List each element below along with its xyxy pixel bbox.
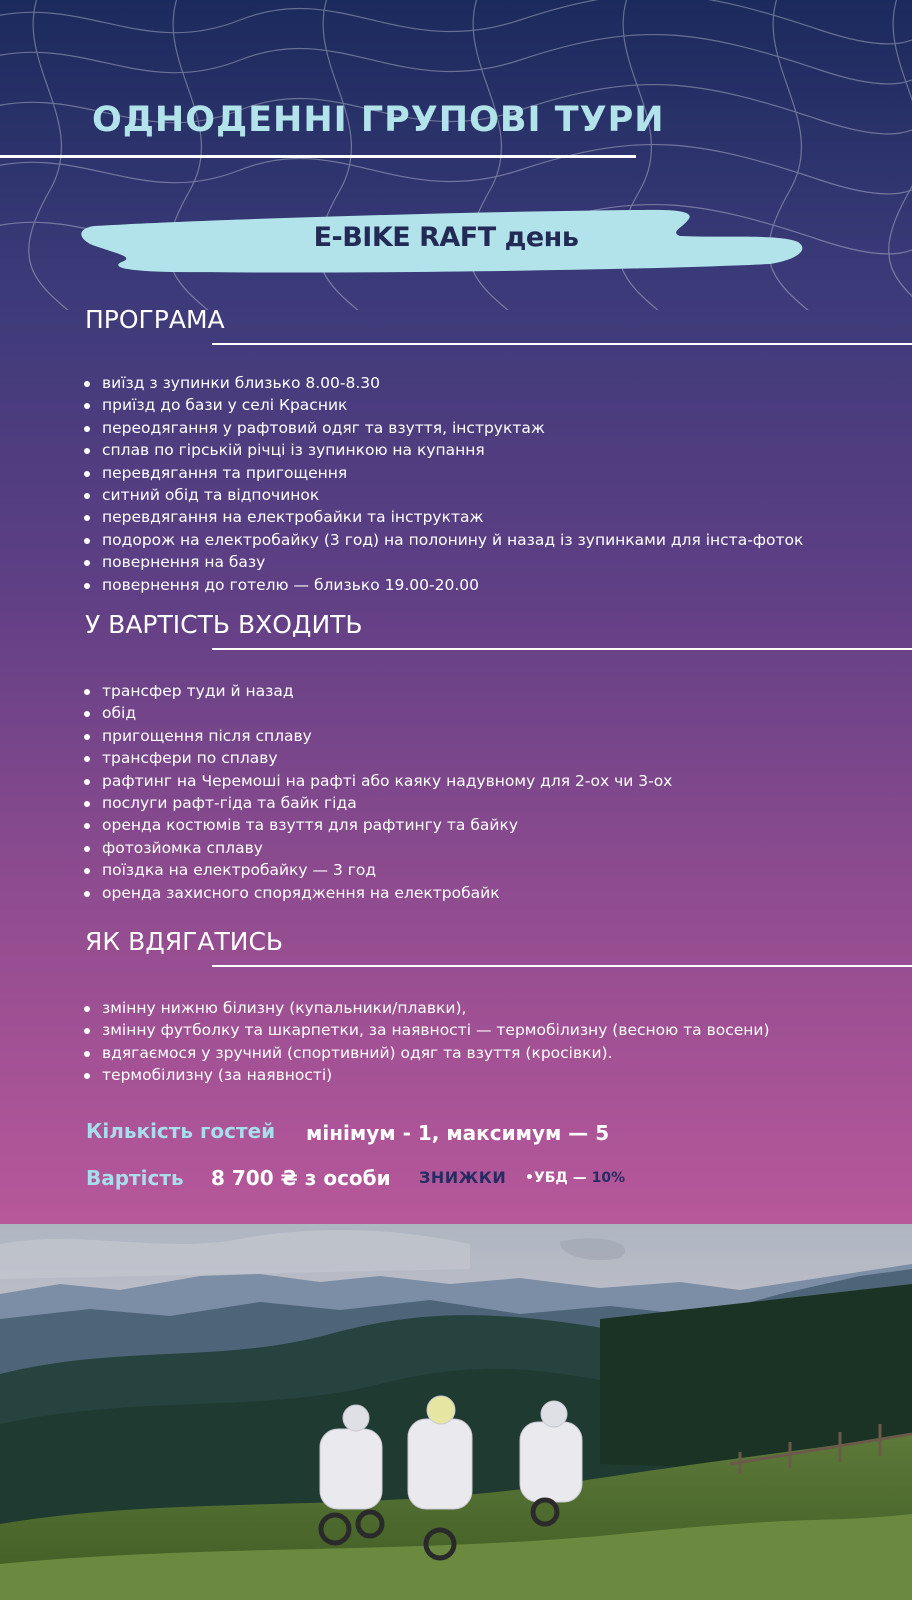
price-value: 8 700 ₴ з особи xyxy=(211,1166,391,1190)
discount-value xyxy=(525,1170,625,1186)
program-list-item: приїзд до бази у селі Красник xyxy=(102,394,803,416)
page-title: ОДНОДЕННІ ГРУПОВІ ТУРИ xyxy=(92,100,665,140)
program-list xyxy=(82,372,803,596)
guests-value: мінімум - 1, максимум — 5 xyxy=(306,1121,610,1145)
included-list-item: трансфер туди й назад xyxy=(102,680,672,702)
program-list-item: повернення на базу xyxy=(102,551,803,573)
dress-list-item: вдягаємося у зручний (спортивний) одяг та взуття (кросівки). xyxy=(102,1042,770,1064)
program-divider xyxy=(212,343,912,345)
title-underline xyxy=(0,155,636,158)
program-heading: ПРОГРАМА xyxy=(85,305,225,334)
included-heading: У ВАРТІСТЬ ВХОДИТЬ xyxy=(85,610,363,639)
discount-label: ЗНИЖКИ xyxy=(419,1168,507,1187)
dress-list-item: змінну нижню білизну (купальники/плавки), xyxy=(102,997,770,1019)
program-list-item: перевдягання на електробайки та інструктаж xyxy=(102,506,803,528)
included-list-item: рафтинг на Черемоші на рафті або каяку надувному для 2-ох чи 3-ох xyxy=(102,770,672,792)
included-list-item: послуги рафт-гіда та байк гіда xyxy=(102,792,672,814)
tour-subtitle: E-BIKE RAFT день xyxy=(313,222,579,253)
discount-text: •УБД — xyxy=(525,1170,592,1186)
dress-list-item: змінну футболку та шкарпетки, за наявності — термобілизну (весною та восени) xyxy=(102,1019,770,1041)
included-list xyxy=(82,680,672,904)
included-list-item: трансфери по сплаву xyxy=(102,747,672,769)
included-divider xyxy=(212,648,912,650)
mountain-ebike-photo xyxy=(0,1224,912,1600)
dress-heading: ЯК ВДЯГАТИСЬ xyxy=(85,927,284,956)
included-list-item: оренда костюмів та взуття для рафтингу та байку xyxy=(102,814,672,836)
guests-label: Кількість гостей xyxy=(86,1119,276,1143)
program-list-item: виїзд з зупинки близько 8.00-8.30 xyxy=(102,372,803,394)
dress-list-item: термобілизну (за наявності) xyxy=(102,1064,770,1086)
dress-divider xyxy=(212,965,912,967)
discount-percent: 10% xyxy=(591,1170,626,1186)
dress-list xyxy=(82,997,770,1087)
included-list-item: поїздка на електробайку — 3 год xyxy=(102,859,672,881)
program-list-item: перевдягання та пригощення xyxy=(102,462,803,484)
program-list-item: переодягання у рафтовий одяг та взуття, інструктаж xyxy=(102,417,803,439)
included-list-item: пригощення після сплаву xyxy=(102,725,672,747)
included-list-item: фотозйомка сплаву xyxy=(102,837,672,859)
program-list-item: сплав по гірській річці із зупинкою на купання xyxy=(102,439,803,461)
program-list-item: ситний обід та відпочинок xyxy=(102,484,803,506)
price-label: Вартість xyxy=(86,1166,184,1190)
included-list-item: оренда захисного спорядження на електробайк xyxy=(102,882,672,904)
program-list-item: подорож на електробайку (3 год) на полонину й назад із зупинками для інста-фоток xyxy=(102,529,803,551)
program-list-item: повернення до готелю — близько 19.00-20.00 xyxy=(102,574,803,596)
included-list-item: обід xyxy=(102,702,672,724)
